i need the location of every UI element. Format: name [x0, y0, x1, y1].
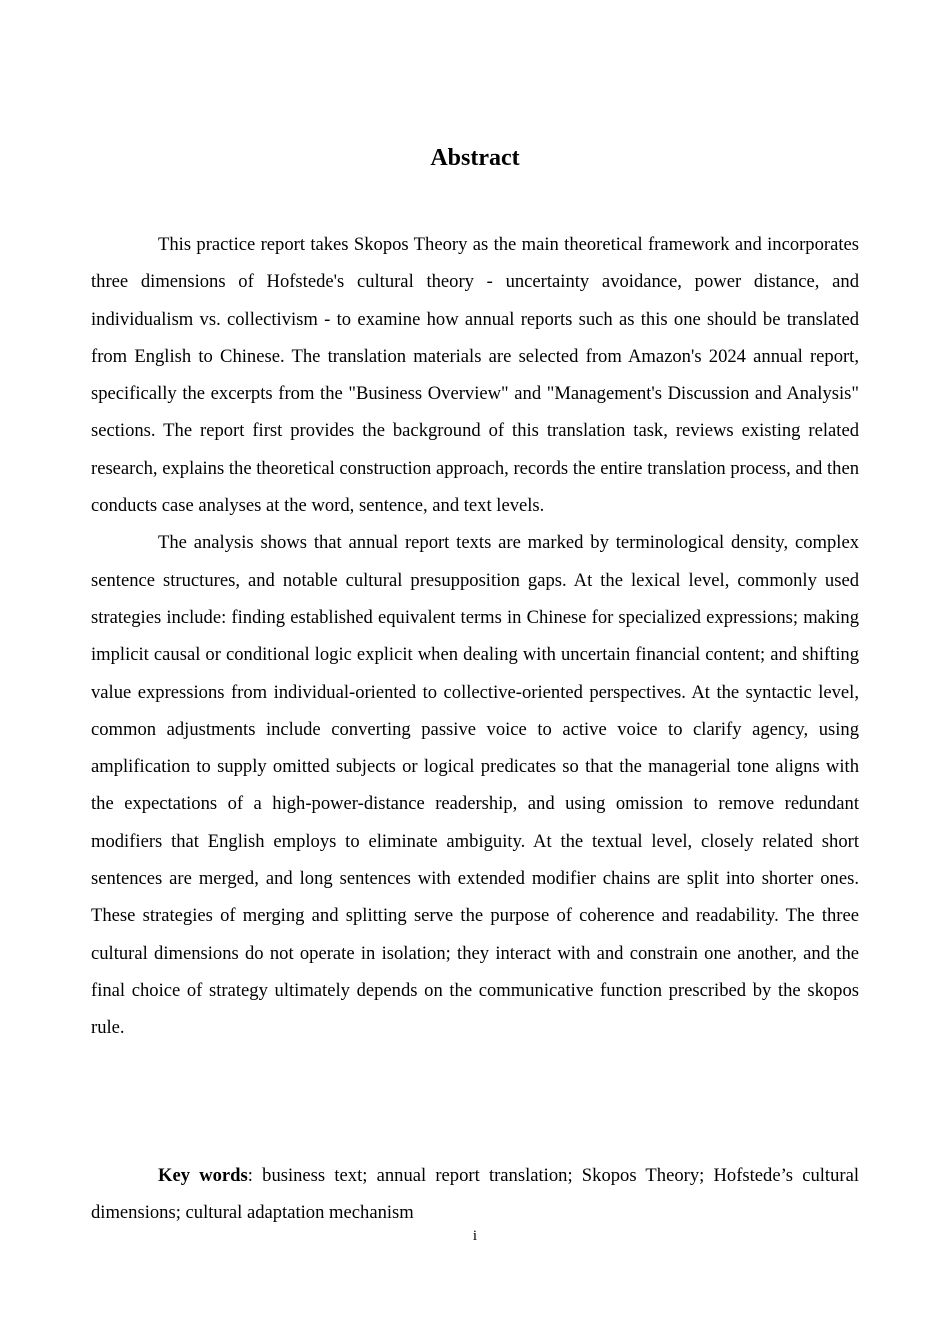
- keywords-separator: :: [247, 1165, 263, 1186]
- page-number: i: [472, 1228, 478, 1244]
- keywords-text: business text; annual report translation; Skopos Theory; Hofstede’s cultural dimensions; cultural adaptation mechanism: [91, 1165, 859, 1224]
- abstract-body: [91, 226, 859, 1047]
- keywords-line: [91, 1157, 859, 1232]
- abstract-paragraph-2: The analysis shows that annual report texts are marked by terminological density, complex sentence structures, and notable cultural presupposition gaps. At the lexical level, commonly used strategies include: finding established equivalent terms in Chinese for specialized expressions; making implicit causal or conditional logic explicit when dealing with uncertain financial content; and shifting value expressions from individual-oriented to collective-oriented perspectives. At the syntactic level, common adjustments include converting passive voice to active voice to clarify agency, using amplification to supply omitted subjects or logical predicates so that the managerial tone aligns with the expectations of a high-power-distance readership, and using omission to remove redundant modifiers that English employs to eliminate ambiguity. At the textual level, closely related short sentences are merged, and long sentences with extended modifier chains are split into shorter ones. These strategies of merging and splitting serve the purpose of coherence and readability. The three cultural dimensions do not operate in isolation; they interact with and constrain one another, and the final choice of strategy ultimately depends on the communicative function prescribed by the skopos rule.: [91, 532, 859, 1039]
- abstract-title: Abstract: [430, 145, 520, 171]
- abstract-paragraph-1: This practice report takes Skopos Theory as the main theoretical framework and incorporates three dimensions of Hofstede's cultural theory - uncertainty avoidance, power distance, and individualism vs. collectivism - to examine how annual reports such as this one should be translated from English to Chinese. The translation materials are selected from Amazon's 2024 annual report, specifically the excerpts from the "Business Overview" and "Management's Discussion and Analysis" sections. The report first provides the background of this translation task, reviews existing related research, explains the theoretical construction approach, records the entire translation process, and then conducts case analyses at the word, sentence, and text levels.: [91, 234, 859, 517]
- keywords-label: Key words: [158, 1165, 248, 1186]
